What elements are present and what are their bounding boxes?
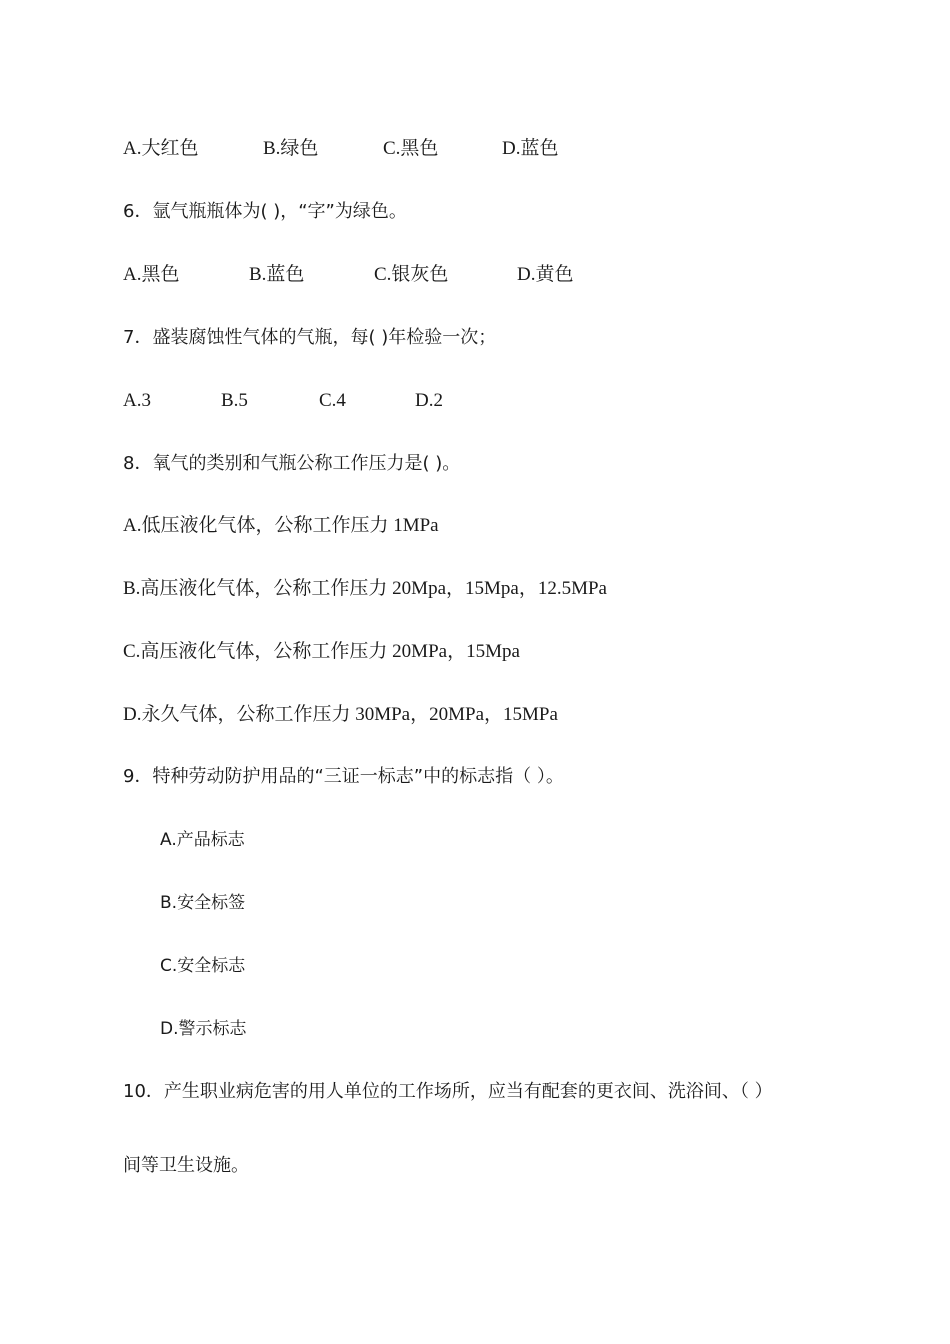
q7-option-a: A.3 bbox=[123, 390, 151, 411]
q8-option-b: B.高压液化气体，公称工作压力 20Mpa，15Mpa，12.5MPa bbox=[123, 578, 607, 599]
q5-options-row bbox=[123, 137, 723, 161]
q9-option-b: B.安全标签 bbox=[160, 893, 246, 913]
q8-option-d: D.永久气体，公称工作压力 30MPa，20MPa，15MPa bbox=[123, 704, 558, 725]
q8-option-c: C.高压液化气体，公称工作压力 20MPa，15Mpa bbox=[123, 641, 520, 662]
q6-option-c: C.银灰色 bbox=[374, 264, 449, 285]
q10-question-line-2: 间等卫生设施。 bbox=[123, 1155, 249, 1176]
q8-question: 8．氧气的类别和气瓶公称工作压力是( )。 bbox=[123, 453, 461, 474]
q5-option-d: D.蓝色 bbox=[502, 138, 559, 159]
q9-option-a: A.产品标志 bbox=[160, 830, 245, 850]
q7-option-d: D.2 bbox=[415, 390, 443, 411]
q10-question-line-1: 10．产生职业病危害的用人单位的工作场所，应当有配套的更衣间、洗浴间、（ ） bbox=[123, 1081, 773, 1102]
q6-option-d: D.黄色 bbox=[517, 264, 574, 285]
q6-option-a: A.黑色 bbox=[123, 264, 180, 285]
q9-option-c: C.安全标志 bbox=[160, 956, 246, 976]
q9-question: 9．特种劳动防护用品的“三证一标志”中的标志指（ ）。 bbox=[123, 766, 564, 787]
q5-option-c: C.黑色 bbox=[383, 138, 439, 159]
q7-option-c: C.4 bbox=[319, 390, 346, 411]
q5-option-a: A.大红色 bbox=[123, 138, 199, 159]
q7-options-row bbox=[123, 389, 723, 413]
q7-question: 7．盛装腐蚀性气体的气瓶，每( )年检验一次； bbox=[123, 327, 497, 348]
q6-options-row bbox=[123, 263, 723, 287]
q6-question: 6．氩气瓶瓶体为( )，“字”为绿色。 bbox=[123, 201, 407, 222]
q7-option-b: B.5 bbox=[221, 390, 248, 411]
q5-option-b: B.绿色 bbox=[263, 138, 319, 159]
q6-option-b: B.蓝色 bbox=[249, 264, 305, 285]
q9-option-d: D.警示标志 bbox=[160, 1019, 247, 1039]
q8-option-a: A.低压液化气体，公称工作压力 1MPa bbox=[123, 515, 439, 536]
